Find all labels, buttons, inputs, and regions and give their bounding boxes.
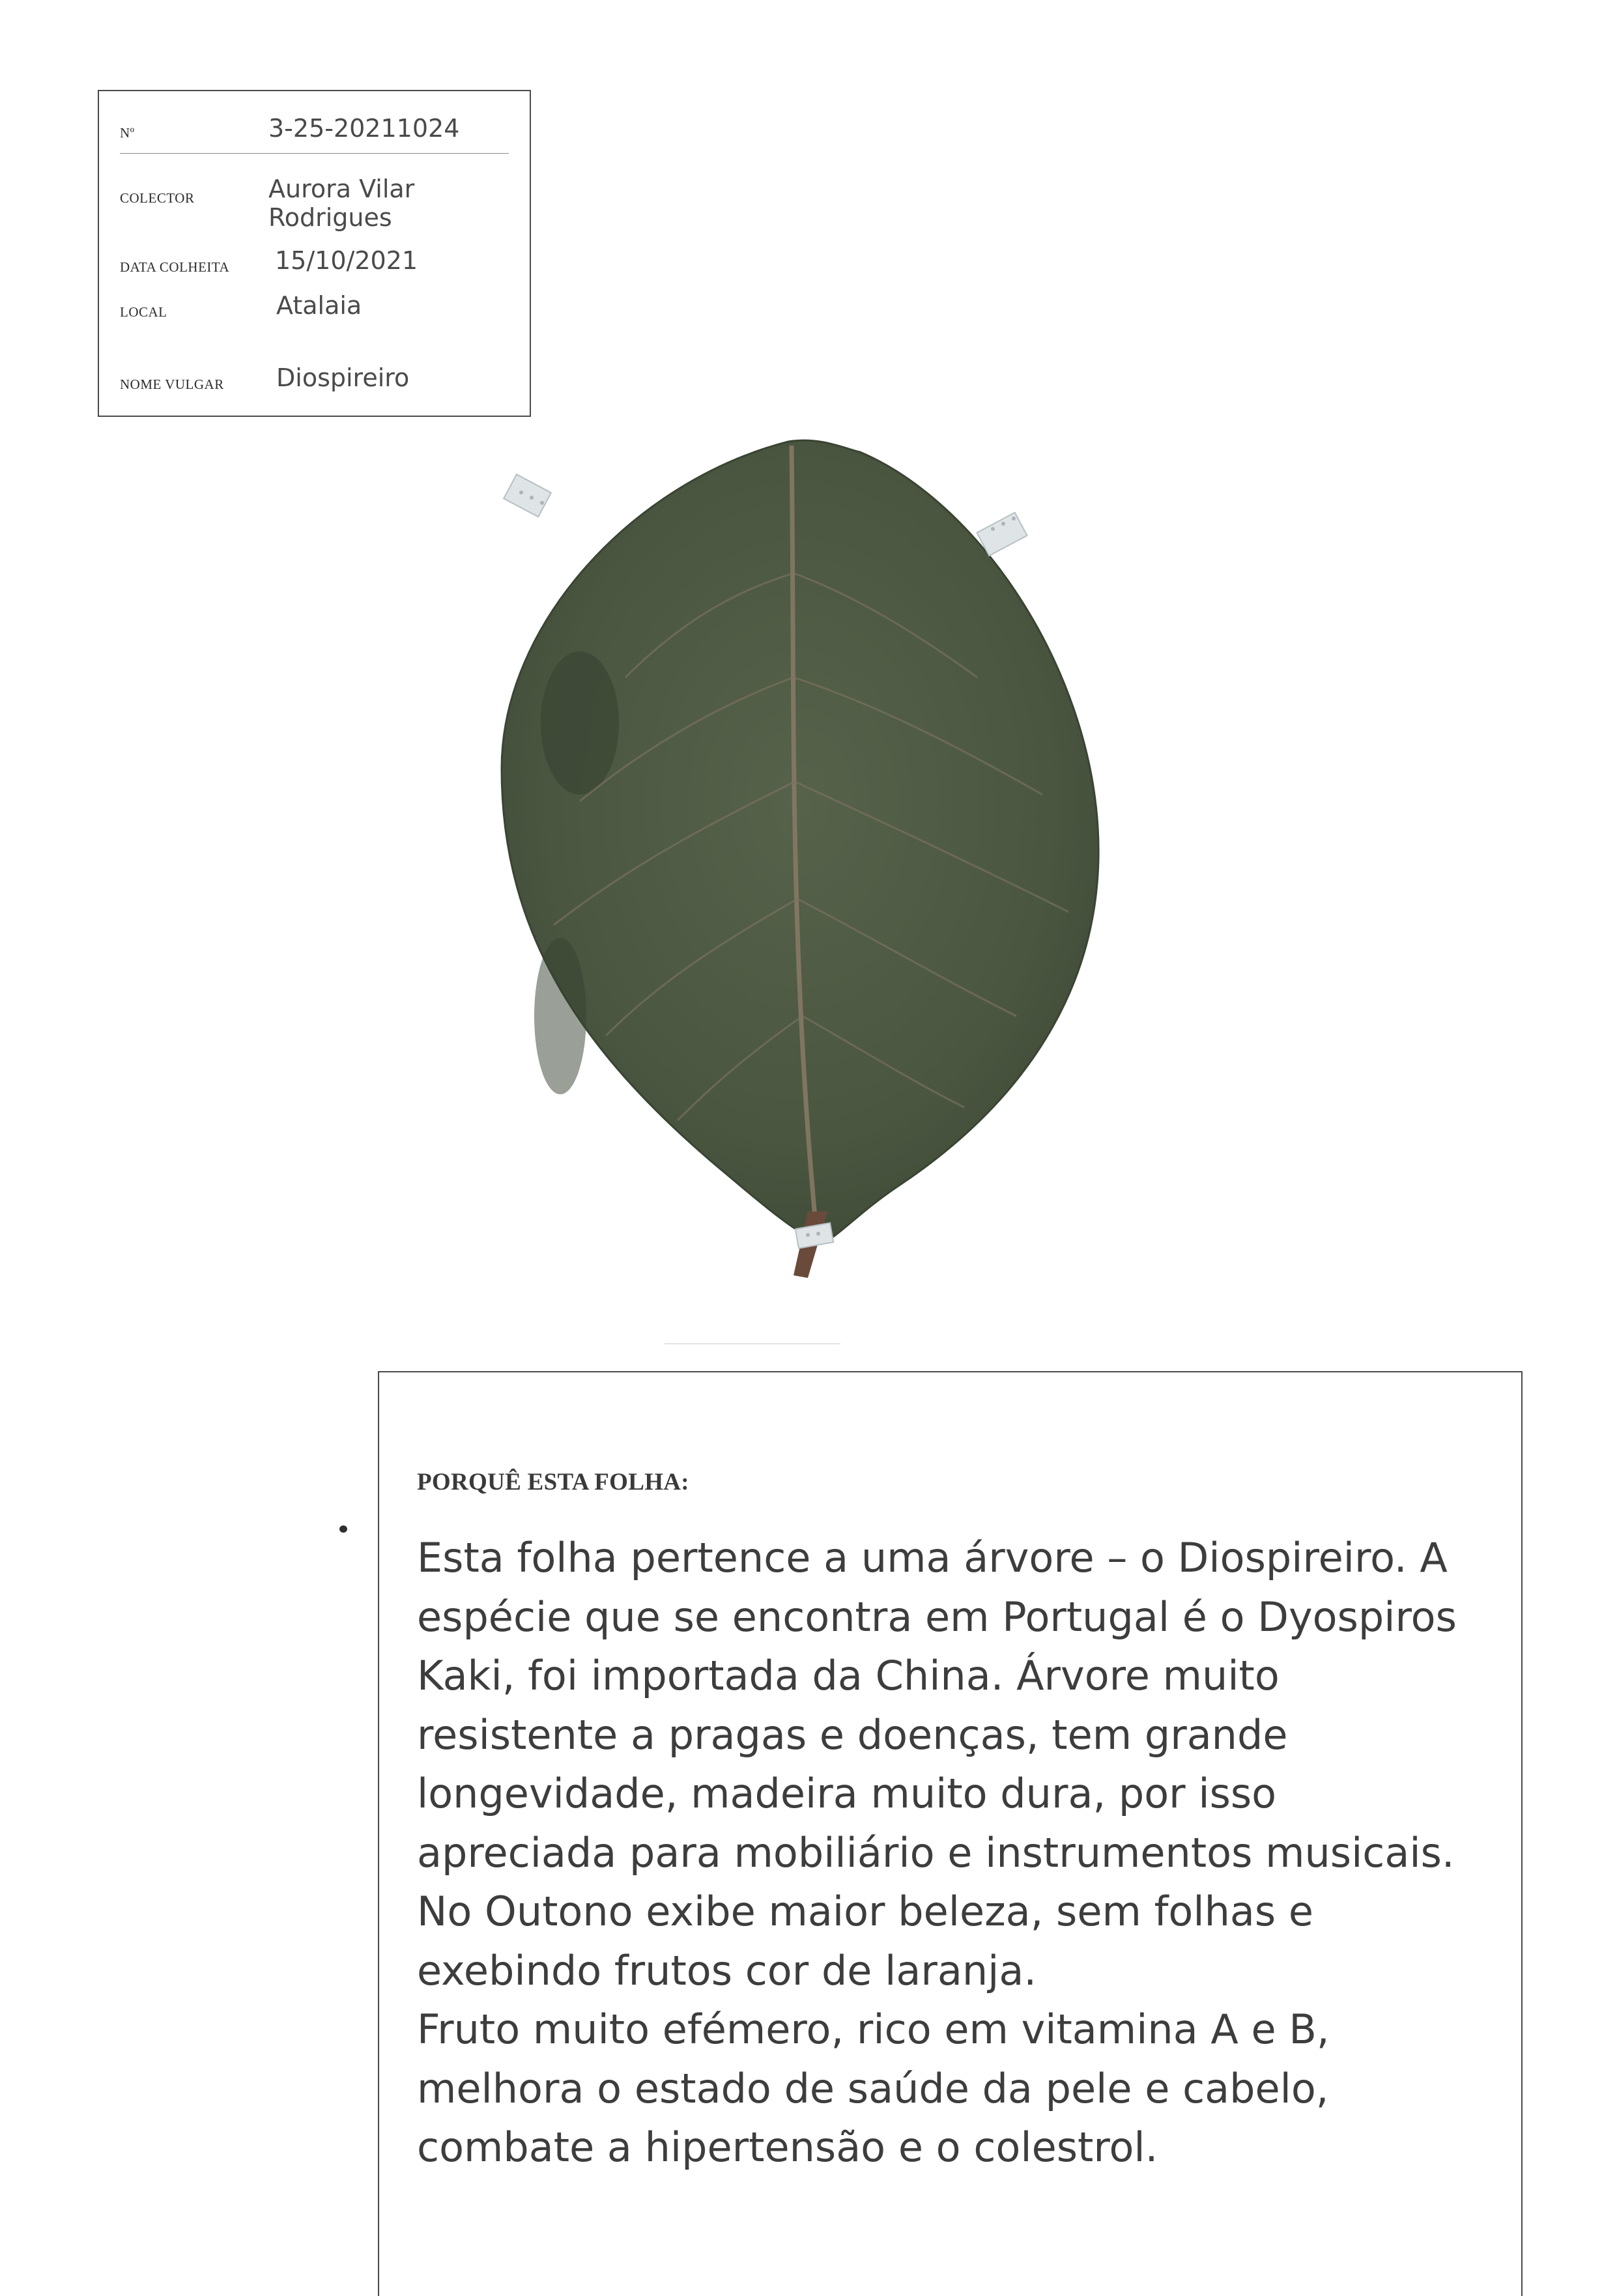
label-collector-value: Aurora Vilar Rodrigues xyxy=(268,175,415,232)
description-box xyxy=(378,1371,1523,2296)
label-common-name-value: Diospireiro xyxy=(276,363,410,392)
label-local-key: LOCAL xyxy=(120,304,167,320)
description-text xyxy=(417,1529,1485,2177)
label-date-value: 15/10/2021 xyxy=(275,246,418,275)
description-paragraph: Esta folha pertence a uma árvore – o Diospireiro. A espécie que se encontra em Portugal é o Dyospiros Kaki, foi importada da China. Árvore muito resistente a pragas e doenças, tem grande longevidade, madeira muito dura, por isso apreciada para mobiliário e instrumentos musicais. xyxy=(417,1534,1457,1877)
label-date-key: DATA COLHEITA xyxy=(120,259,230,275)
scan-speck xyxy=(339,1525,347,1533)
label-divider xyxy=(120,153,509,154)
specimen-label-box xyxy=(98,90,531,417)
label-number-value: 3-25-20211024 xyxy=(268,114,460,143)
leaf-blade xyxy=(502,440,1098,1244)
description-paragraph: No Outono exibe maior beleza, sem folhas e exebindo frutos cor de laranja. xyxy=(417,1888,1314,1994)
scan-line xyxy=(665,1343,840,1344)
description-paragraph: Fruto muito efémero, rico em vitamina A e B, melhora o estado de saúde da pele e cabelo, combate a hipertensão e o colestrol. xyxy=(417,2005,1330,2171)
leaf-specimen xyxy=(482,430,1121,1329)
label-local-value: Atalaia xyxy=(276,291,362,320)
label-common-name-key: NOME VULGAR xyxy=(120,376,224,392)
label-collector-key: COLECTOR xyxy=(120,190,195,206)
leaf-icon xyxy=(482,430,1121,1329)
description-heading: PORQUÊ ESTA FOLHA: xyxy=(417,1469,689,1495)
label-number-key: Nº xyxy=(120,125,135,141)
